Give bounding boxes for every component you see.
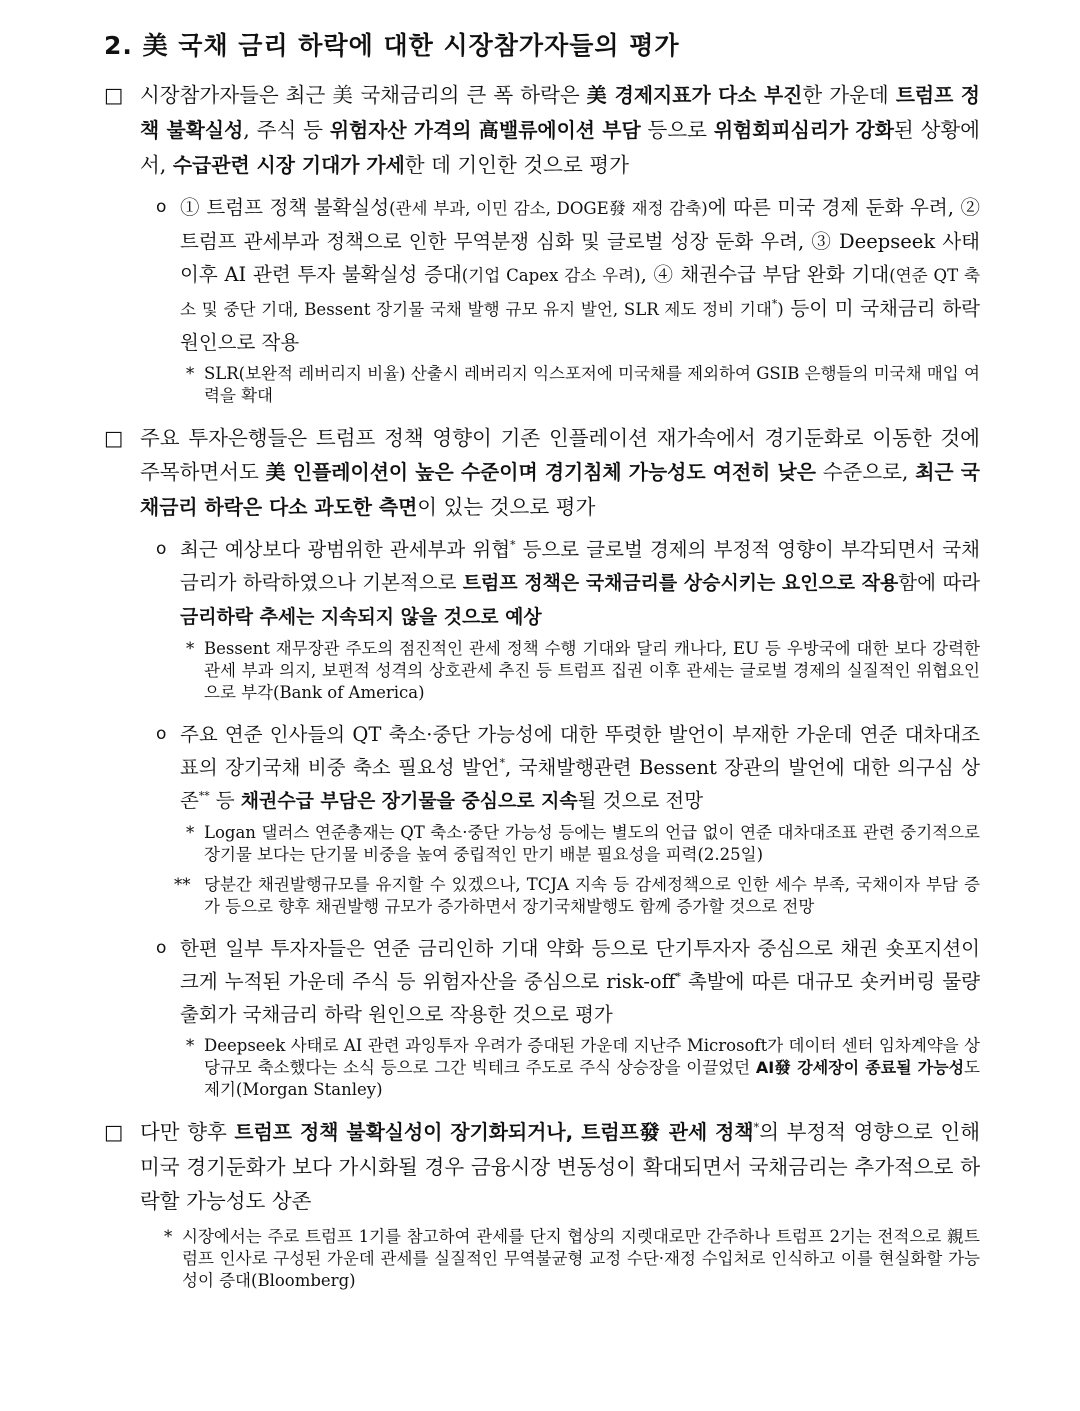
- footnote-issuance: ** 당분간 채권발행규모를 유지할 수 있겠으나, TCJA 지속 등 감세정책으로 인한 세수 부족, 국채이자 부담 증가 등으로 향후 채권발행 규모가 증가하면서 장기국채발행도 함께 증가할 것으로 전망: [174, 875, 980, 916]
- circle-bullet-icon: ο: [156, 724, 167, 744]
- circle-bullet-icon: ο: [156, 539, 167, 559]
- sub-item-qt: ο 주요 연준 인사들의 QT 축소·중단 가능성에 대한 뚜렷한 발언이 부재한 가운데 연준 대차대조표의 장기국채 비중 축소 필요성 발언*, 국채발행관련 Bessent 장관의 발언에 대한 의구심 상존** 등 채권수급 부담은 장기물을 중심으로 지속될 것으로 전망: [156, 718, 980, 818]
- sub-item-causes: ο ① 트럼프 정책 불확실성(관세 부과, 이민 감소, DOGE發 재정 감축)에 따른 미국 경제 둔화 우려, ② 트럼프 관세부과 정책으로 인한 무역분쟁 심화 및 글로벌 성장 둔화 우려, ③ Deepseek 사태 이후 AI 관련 투자 불확실성 증대(기업 Capex 감소 우려), ④ 채권수급 부담 완화 기대(연준 QT 축소 및 중단 기대, Bessent 장기물 국채 발행 규모 유지 발언, SLR 제도 정비 기대*) 등이 미 국채금리 하락 원인으로 작용: [156, 191, 980, 359]
- circle-bullet-icon: ο: [156, 938, 167, 958]
- footnote-marker: **: [174, 875, 191, 894]
- paragraph-outlook: □ 다만 향후 트럼프 정책 불확실성이 장기화되거나, 트럼프發 관세 정책*의 부정적 영향으로 인해 미국 경기둔화가 보다 가시화될 경우 금융시장 변동성이 확대되면서 국채금리는 추가적으로 하락할 가능성도 상존: [104, 1115, 980, 1218]
- footnote-bessent: * Bessent 재무장관 주도의 점진적인 관세 정책 수행 기대와 달리 캐나다, EU 등 우방국에 대한 보다 강력한 관세 부과 의지, 보편적 성격의 상호관세 추진 등 트럼프 집권 이후 관세는 글로벌 경제의 실질적인 위협요인으로 부각(Bank of America): [186, 639, 980, 702]
- footnote-marker: *: [186, 823, 195, 842]
- footnote-logan: * Logan 댈러스 연준총재는 QT 축소·중단 가능성 등에는 별도의 언급 없이 연준 대차대조표 관련 중기적으로 장기물 보다는 단기물 비중을 높여 중립적인 만기 배분 필요성을 피력(2.25일): [186, 823, 980, 864]
- box-bullet-icon: □: [104, 83, 124, 107]
- footnote-deepseek: * Deepseek 사태로 AI 관련 과잉투자 우려가 증대된 가운데 지난주 Microsoft가 데이터 센터 임차계약을 상당규모 축소했다는 소식 등으로 그간 빅테크 주도로 주식 상승장을 이끌었던 AI發 강세장이 종료될 가능성도 제기(Morgan Stanley): [186, 1036, 980, 1099]
- box-bullet-icon: □: [104, 426, 124, 450]
- footnote-marker: *: [186, 364, 195, 383]
- paragraph-market-participants: □ 시장참가자들은 최근 美 국채금리의 큰 폭 하락은 美 경제지표가 다소 부진한 가운데 트럼프 정책 불확실성, 주식 등 위험자산 가격의 高밸류에이션 부담 등으로 위험회피심리가 강화된 상황에서, 수급관련 시장 기대가 가세한 데 기인한 것으로 평가: [104, 78, 980, 183]
- sub-item-tariff-threat: ο 최근 예상보다 광범위한 관세부과 위협* 등으로 글로벌 경제의 부정적 영향이 부각되면서 국채금리가 하락하였으나 기본적으로 트럼프 정책은 국채금리를 상승시키는 요인으로 작용함에 따라 금리하락 추세는 지속되지 않을 것으로 예상: [156, 533, 980, 634]
- circle-bullet-icon: ο: [156, 197, 167, 217]
- footnote-slr: * SLR(보완적 레버리지 비율) 산출시 레버리지 익스포저에 미국채를 제외하여 GSIB 은행들의 미국채 매입 여력을 확대: [186, 364, 980, 405]
- sub-item-short-covering: ο 한편 일부 투자자들은 연준 금리인하 기대 약화 등으로 단기투자자 중심으로 채권 숏포지션이 크게 누적된 가운데 주식 등 위험자산을 중심으로 risk-off* 촉발에 따른 대규모 숏커버링 물량 출회가 국채금리 하락 원인으로 작용한 것으로 평가: [156, 932, 980, 1031]
- footnote-bloomberg: * 시장에서는 주로 트럼프 1기를 참고하여 관세를 단지 협상의 지렛대로만 간주하나 트럼프 2기는 전적으로 親트럼프 인사로 구성된 가운데 관세를 실질적인 무역불균형 교정 수단·재정 수입처로 인식하고 이를 현실화할 가능성이 증대(Bloomberg): [164, 1227, 980, 1290]
- footnote-marker: *: [164, 1227, 173, 1246]
- box-bullet-icon: □: [104, 1120, 124, 1144]
- paragraph-investment-banks: □ 주요 투자은행들은 트럼프 정책 영향이 기존 인플레이션 재가속에서 경기둔화로 이동한 것에 주목하면서도 美 인플레이션이 높은 수준이며 경기침체 가능성도 여전히 낮은 수준으로, 최근 국채금리 하락은 다소 과도한 측면이 있는 것으로 평가: [104, 421, 980, 525]
- section-title: 2. 美 국채 금리 하락에 대한 시장참가자들의 평가: [104, 31, 680, 60]
- footnote-marker: *: [186, 1036, 195, 1055]
- footnote-marker: *: [186, 639, 195, 658]
